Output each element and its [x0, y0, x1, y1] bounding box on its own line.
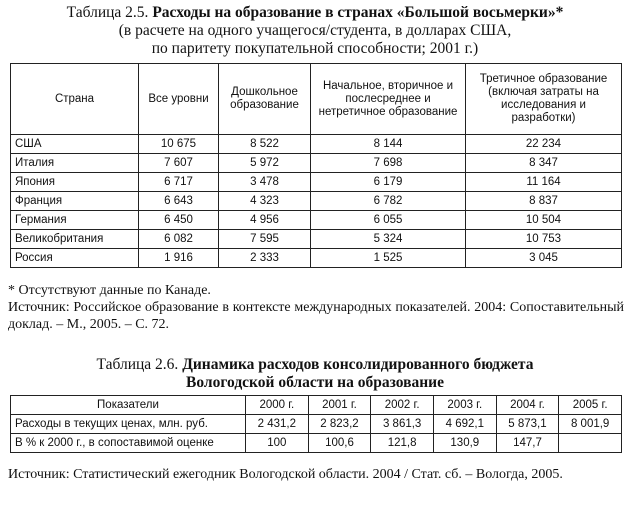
row-label: Расходы в текущих ценах, млн. руб. — [11, 415, 246, 434]
table-cell: 100 — [246, 434, 309, 453]
table-cell: 6 082 — [139, 230, 219, 249]
table-row — [11, 173, 622, 192]
column-header: Страна — [11, 64, 139, 135]
table-cell: 3 045 — [466, 249, 622, 268]
table-cell: 121,8 — [371, 434, 434, 453]
table1-subtitle: (в расчете на одного учащегося/студента, в долларах США, — [118, 22, 512, 39]
table-cell: 6 055 — [311, 211, 466, 230]
source-note: Источник: Российское образование в контексте международных показателей. 2004: Сопоставительный доклад. – М., 2005. – С. 72. — [8, 300, 624, 332]
column-header: 2003 г. — [433, 396, 496, 415]
row-label: США — [11, 135, 139, 154]
table-row — [11, 230, 622, 249]
table-cell: 5 972 — [219, 154, 311, 173]
column-header: Показатели — [11, 396, 246, 415]
table1-title — [0, 4, 630, 21]
table-cell: 7 595 — [219, 230, 311, 249]
table-cell: 10 675 — [139, 135, 219, 154]
table-cell: 4 956 — [219, 211, 311, 230]
table-cell: 8 837 — [466, 192, 622, 211]
row-label: В % к 2000 г., в сопоставимой оценке — [11, 434, 246, 453]
table-cell: 22 234 — [466, 135, 622, 154]
table1-subtitle: по паритету покупательной способности; 2001 г.) — [151, 40, 479, 57]
table-row — [11, 154, 622, 173]
table-cell: 11 164 — [466, 173, 622, 192]
table-cell: 100,6 — [308, 434, 371, 453]
table-number: Таблица 2.6. — [96, 356, 179, 373]
table-cell: 1 916 — [139, 249, 219, 268]
table-cell: 4 692,1 — [433, 415, 496, 434]
education-expenses-table — [10, 63, 622, 268]
table-cell: 6 782 — [311, 192, 466, 211]
table-cell: 7 607 — [139, 154, 219, 173]
table-cell: 3 861,3 — [371, 415, 434, 434]
table-row — [11, 249, 622, 268]
row-label: Италия — [11, 154, 139, 173]
row-label: Франция — [11, 192, 139, 211]
table-cell: 6 717 — [139, 173, 219, 192]
table-title-text: Расходы на образование в странах «Большой восьмерки»* — [152, 4, 564, 21]
row-label: Германия — [11, 211, 139, 230]
table-cell — [559, 434, 622, 453]
footnote: * Отсутствуют данные по Канаде. — [8, 283, 211, 298]
table-cell: 5 324 — [311, 230, 466, 249]
budget-dynamics-table — [10, 395, 622, 453]
table-row — [11, 211, 622, 230]
table-cell: 2 823,2 — [308, 415, 371, 434]
row-label: Россия — [11, 249, 139, 268]
table-cell: 1 525 — [311, 249, 466, 268]
table-cell: 8 347 — [466, 154, 622, 173]
table-cell: 10 504 — [466, 211, 622, 230]
table-cell: 5 873,1 — [496, 415, 559, 434]
table-title-text: Динамика расходов консолидированного бюджета — [182, 356, 534, 373]
table-cell: 8 144 — [311, 135, 466, 154]
column-header: Все уровни — [139, 64, 219, 135]
table-cell: 8 522 — [219, 135, 311, 154]
table-cell: 7 698 — [311, 154, 466, 173]
column-header: 2002 г. — [371, 396, 434, 415]
column-header: Дошкольное образование — [219, 64, 311, 135]
table-number: Таблица 2.5. — [66, 4, 149, 21]
column-header: 2001 г. — [308, 396, 371, 415]
table-cell: 6 450 — [139, 211, 219, 230]
table-cell: 6 179 — [311, 173, 466, 192]
table-row — [11, 192, 622, 211]
source-note: Источник: Статистический ежегодник Вологодской области. 2004 / Стат. сб. – Вологда, 2005. — [8, 467, 563, 482]
table-title-text: Вологодской области на образование — [186, 374, 444, 391]
table-row — [11, 415, 622, 434]
column-header: 2005 г. — [559, 396, 622, 415]
column-header: Начальное, вторичное и послесреднее и нетретичное образование — [311, 64, 466, 135]
table-cell: 8 001,9 — [559, 415, 622, 434]
row-label: Великобритания — [11, 230, 139, 249]
table2-title — [0, 356, 630, 373]
table2-title-line2 — [0, 374, 630, 391]
table-cell: 6 643 — [139, 192, 219, 211]
table-cell: 10 753 — [466, 230, 622, 249]
column-header: Третичное образование (включая затраты на исследования и разработки) — [466, 64, 622, 135]
column-header: 2000 г. — [246, 396, 309, 415]
table-row — [11, 434, 622, 453]
table-cell: 130,9 — [433, 434, 496, 453]
table-cell: 4 323 — [219, 192, 311, 211]
table-cell: 147,7 — [496, 434, 559, 453]
table-cell: 3 478 — [219, 173, 311, 192]
table-cell: 2 333 — [219, 249, 311, 268]
column-header: 2004 г. — [496, 396, 559, 415]
table-cell: 2 431,2 — [246, 415, 309, 434]
row-label: Япония — [11, 173, 139, 192]
table-row — [11, 135, 622, 154]
